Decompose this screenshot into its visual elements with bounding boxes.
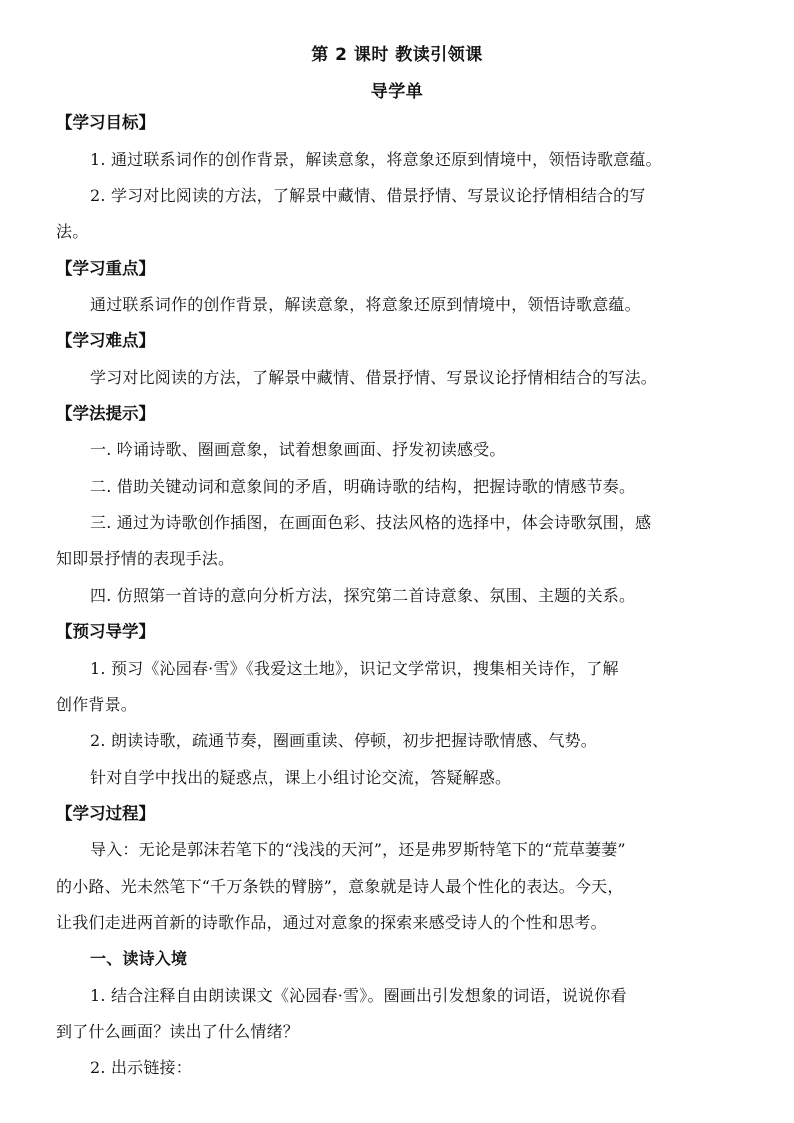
process-part-1-item-2: 2. 出示链接： (90, 1058, 192, 1077)
preview-item-1-line-2: 创作背景。 (56, 695, 138, 714)
focus-text: 通过联系词作的创作背景，解读意象，将意象还原到情境中，领悟诗歌意蕴。 (90, 295, 641, 314)
objectives-item-2-line-2: 法。 (56, 222, 89, 241)
process-part-1-item-1-line-1: 1. 结合注释自由朗读课文《沁园春·雪》。圈画出引发想象的词语，说说你看 (90, 986, 627, 1005)
methods-item-4: 四. 仿照第一首诗的意向分析方法，探究第二首诗意象、氛围、主题的关系。 (90, 586, 636, 605)
process-intro-line-3: 让我们走进两首新的诗歌作品，通过对意象的探索来感受诗人的个性和思考。 (56, 913, 607, 932)
methods-heading: 【学法提示】 (56, 404, 155, 423)
difficulty-text: 学习对比阅读的方法，了解景中藏情、借景抒情、写景议论抒情相结合的写法。 (90, 368, 658, 387)
preview-heading: 【预习导学】 (56, 622, 155, 641)
difficulty-heading: 【学习难点】 (56, 331, 155, 350)
process-part-1-heading: 一、读诗入境 (90, 949, 188, 968)
page-title: 第 2 课时 教读引领课 (311, 45, 483, 65)
page-subtitle: 导学单 (370, 82, 424, 102)
preview-item-2: 2. 朗读诗歌，疏通节奏，圈画重读、停顿，初步把握诗歌情感、气势。 (90, 731, 597, 750)
focus-heading: 【学习重点】 (56, 259, 155, 278)
process-intro-line-2: 的小路、光未然笔下“千万条铁的臂膀”，意象就是诗人最个性化的表达。今天， (56, 877, 624, 896)
process-heading: 【学习过程】 (56, 804, 155, 823)
methods-item-3-line-2: 知即景抒情的表现手法。 (56, 549, 235, 568)
objectives-item-1: 1. 通过联系词作的创作背景，解读意象，将意象还原到情境中，领悟诗歌意蕴。 (90, 150, 662, 169)
objectives-heading: 【学习目标】 (56, 113, 155, 132)
preview-note: 针对自学中找出的疑惑点，课上小组讨论交流，答疑解惑。 (90, 768, 512, 787)
preview-item-1-line-1: 1. 预习《沁园春·雪》《我爱这土地》，识记文学常识，搜集相关诗作，了解 (90, 659, 619, 678)
methods-item-2: 二. 借助关键动词和意象间的矛盾，明确诗歌的结构，把握诗歌的情感节奏。 (90, 477, 636, 496)
process-part-1-item-1-line-2: 到了什么画面？读出了什么情绪？ (56, 1022, 300, 1041)
objectives-item-2-line-1: 2. 学习对比阅读的方法，了解景中藏情、借景抒情、写景议论抒情相结合的写 (90, 186, 646, 205)
methods-item-1: 一. 吟诵诗歌、圈画意象，试着想象画面、抒发初读感受。 (90, 440, 506, 459)
process-intro-line-1: 导入：无论是郭沫若笔下的“浅浅的天河”，还是弗罗斯特笔下的“荒草萋萋” (90, 840, 626, 859)
methods-item-3-line-1: 三. 通过为诗歌创作插图，在画面色彩、技法风格的选择中，体会诗歌氛围，感 (90, 513, 652, 532)
